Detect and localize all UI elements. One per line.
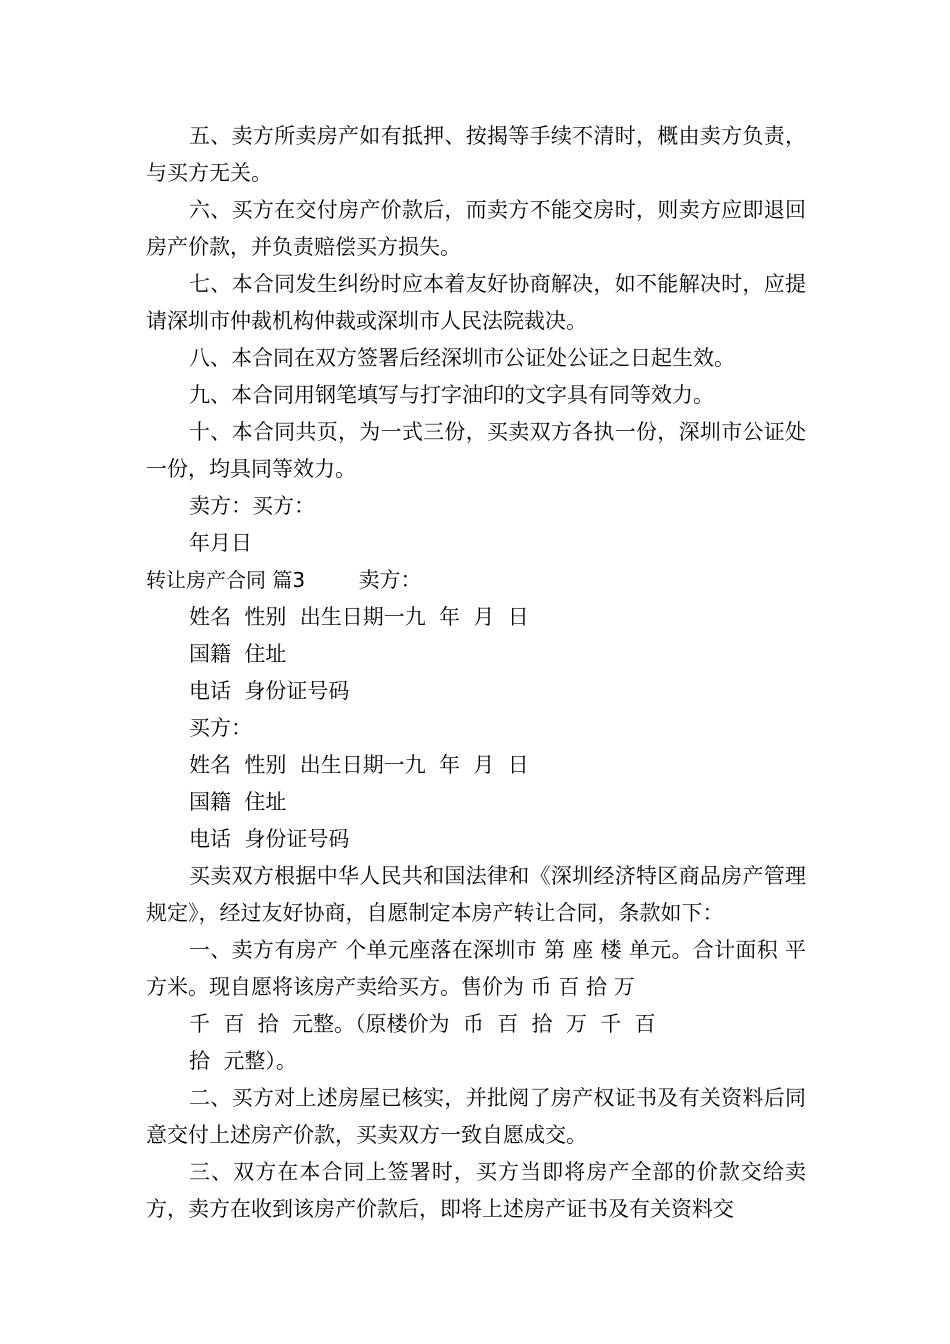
clause-7: 七、本合同发生纠纷时应本着友好协商解决，如不能解决时，应提请深圳市仲裁机构仲裁或深圳市人民法院裁决。: [146, 272, 806, 333]
seller-label: 卖方：: [358, 568, 422, 592]
section-title: 转让房产合同 篇3: [146, 568, 306, 592]
buyer-label: 买方：: [189, 716, 252, 740]
clause-2: 二、买方对上述房屋已核实，并批阅了房产权证书及有关资料后同意交付上述房产价款，买卖双方一致自愿成交。: [146, 1086, 806, 1147]
clause-1-continued: 千 百 拾 元整。（原楼价为 币 百 拾 万 千 百: [189, 1012, 656, 1036]
seller-info-phone: 电话 身份证号码: [189, 679, 350, 703]
document-body: [146, 118, 806, 1228]
section-heading-row: [146, 562, 806, 599]
clause-5: 五、卖方所卖房产如有抵押、按揭等手续不清时，概由卖方负责，与买方无关。: [146, 124, 806, 185]
seller-info-name: 姓名 性别 出生日期一九 年 月 日: [189, 605, 529, 629]
buyer-info-phone: 电话 身份证号码: [189, 827, 350, 851]
seller-info-nationality: 国籍 住址: [189, 642, 287, 666]
intro-paragraph: 买卖双方根据中华人民共和国法律和《深圳经济特区商品房产管理规定》，经过友好协商，自愿制定本房产转让合同，条款如下：: [146, 864, 806, 925]
clause-8: 八、本合同在双方签署后经深圳市公证处公证之日起生效。: [189, 346, 735, 370]
buyer-info-name: 姓名 性别 出生日期一九 年 月 日: [189, 753, 529, 777]
clause-1-end: 拾 元整）。: [189, 1049, 297, 1073]
buyer-info-nationality: 国籍 住址: [189, 790, 287, 814]
clause-1: 一、卖方有房产 个单元座落在深圳市 第 座 楼 单元。合计面积 平方米。现自愿将该房产卖给买方。售价为 币 百 拾 万: [146, 938, 806, 999]
clause-9: 九、本合同用钢笔填写与打字油印的文字具有同等效力。: [189, 383, 714, 407]
date-line: 年月日: [189, 531, 252, 555]
clause-10: 十、本合同共页，为一式三份，买卖双方各执一份，深圳市公证处一份，均具同等效力。: [146, 420, 806, 481]
section-spacer: [305, 568, 358, 592]
clause-3: 三、双方在本合同上签署时，买方当即将房产全部的价款交给卖方，卖方在收到该房产价款后，即将上述房产证书及有关资料交: [146, 1160, 806, 1221]
clause-6: 六、买方在交付房产价款后，而卖方不能交房时，则卖方应即退回房产价款，并负责赔偿买方损失。: [146, 198, 806, 259]
signature-line: 卖方：买方：: [189, 494, 315, 518]
